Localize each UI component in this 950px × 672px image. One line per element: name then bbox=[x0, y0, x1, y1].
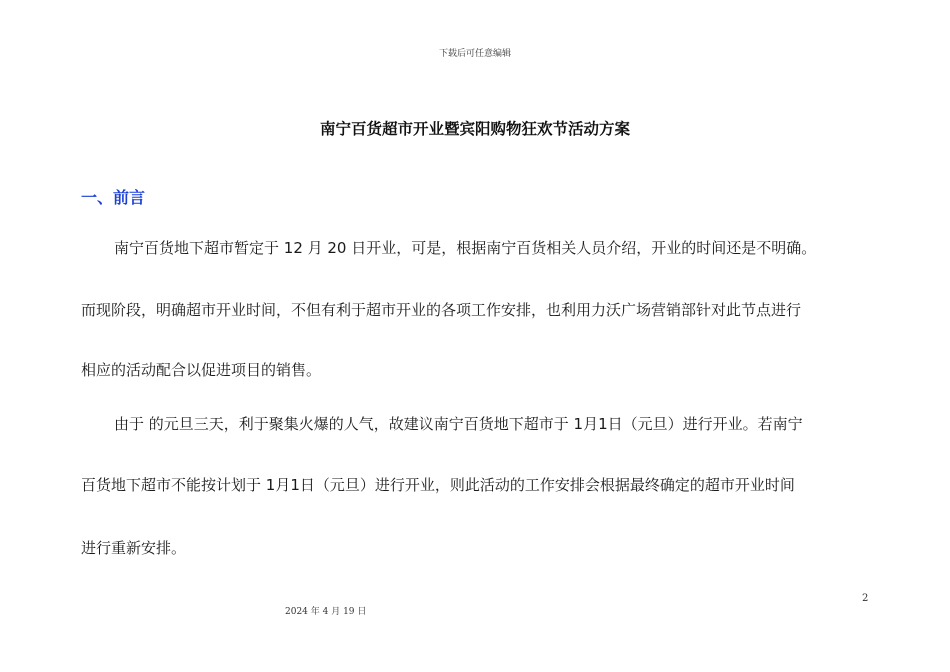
page-number: 2 bbox=[862, 593, 869, 604]
header-note: 下载后可任意编辑 bbox=[438, 49, 511, 59]
footer-date: 2024 年 4 月 19 日 bbox=[285, 607, 367, 617]
paragraph-line: 进行重新安排。 bbox=[81, 539, 187, 557]
paragraph-line: 而现阶段，明确超市开业时间，不但有利于超市开业的各项工作安排，也利用力沃广场营销部针对此节点进行 bbox=[81, 301, 802, 319]
paragraph-line: 南宁百货地下超市暂定于 12 月 20 日开业，可是，根据南宁百货相关人员介绍，开业的时间还是不明确。 bbox=[114, 239, 817, 257]
section-heading: 一、前言 bbox=[81, 188, 146, 207]
paragraph-line: 百货地下超市不能按计划于 1月1日（元旦）进行开业，则此活动的工作安排会根据最终确定的超市开业时间 bbox=[81, 476, 795, 494]
document-title: 南宁百货超市开业暨宾阳购物狂欢节活动方案 bbox=[319, 120, 630, 138]
paragraph-line: 相应的活动配合以促进项目的销售。 bbox=[81, 361, 322, 379]
paragraph-line: 由于 的元旦三天，利于聚集火爆的人气，故建议南宁百货地下超市于 1月1日（元旦）进行开业。若南宁 bbox=[114, 415, 803, 433]
